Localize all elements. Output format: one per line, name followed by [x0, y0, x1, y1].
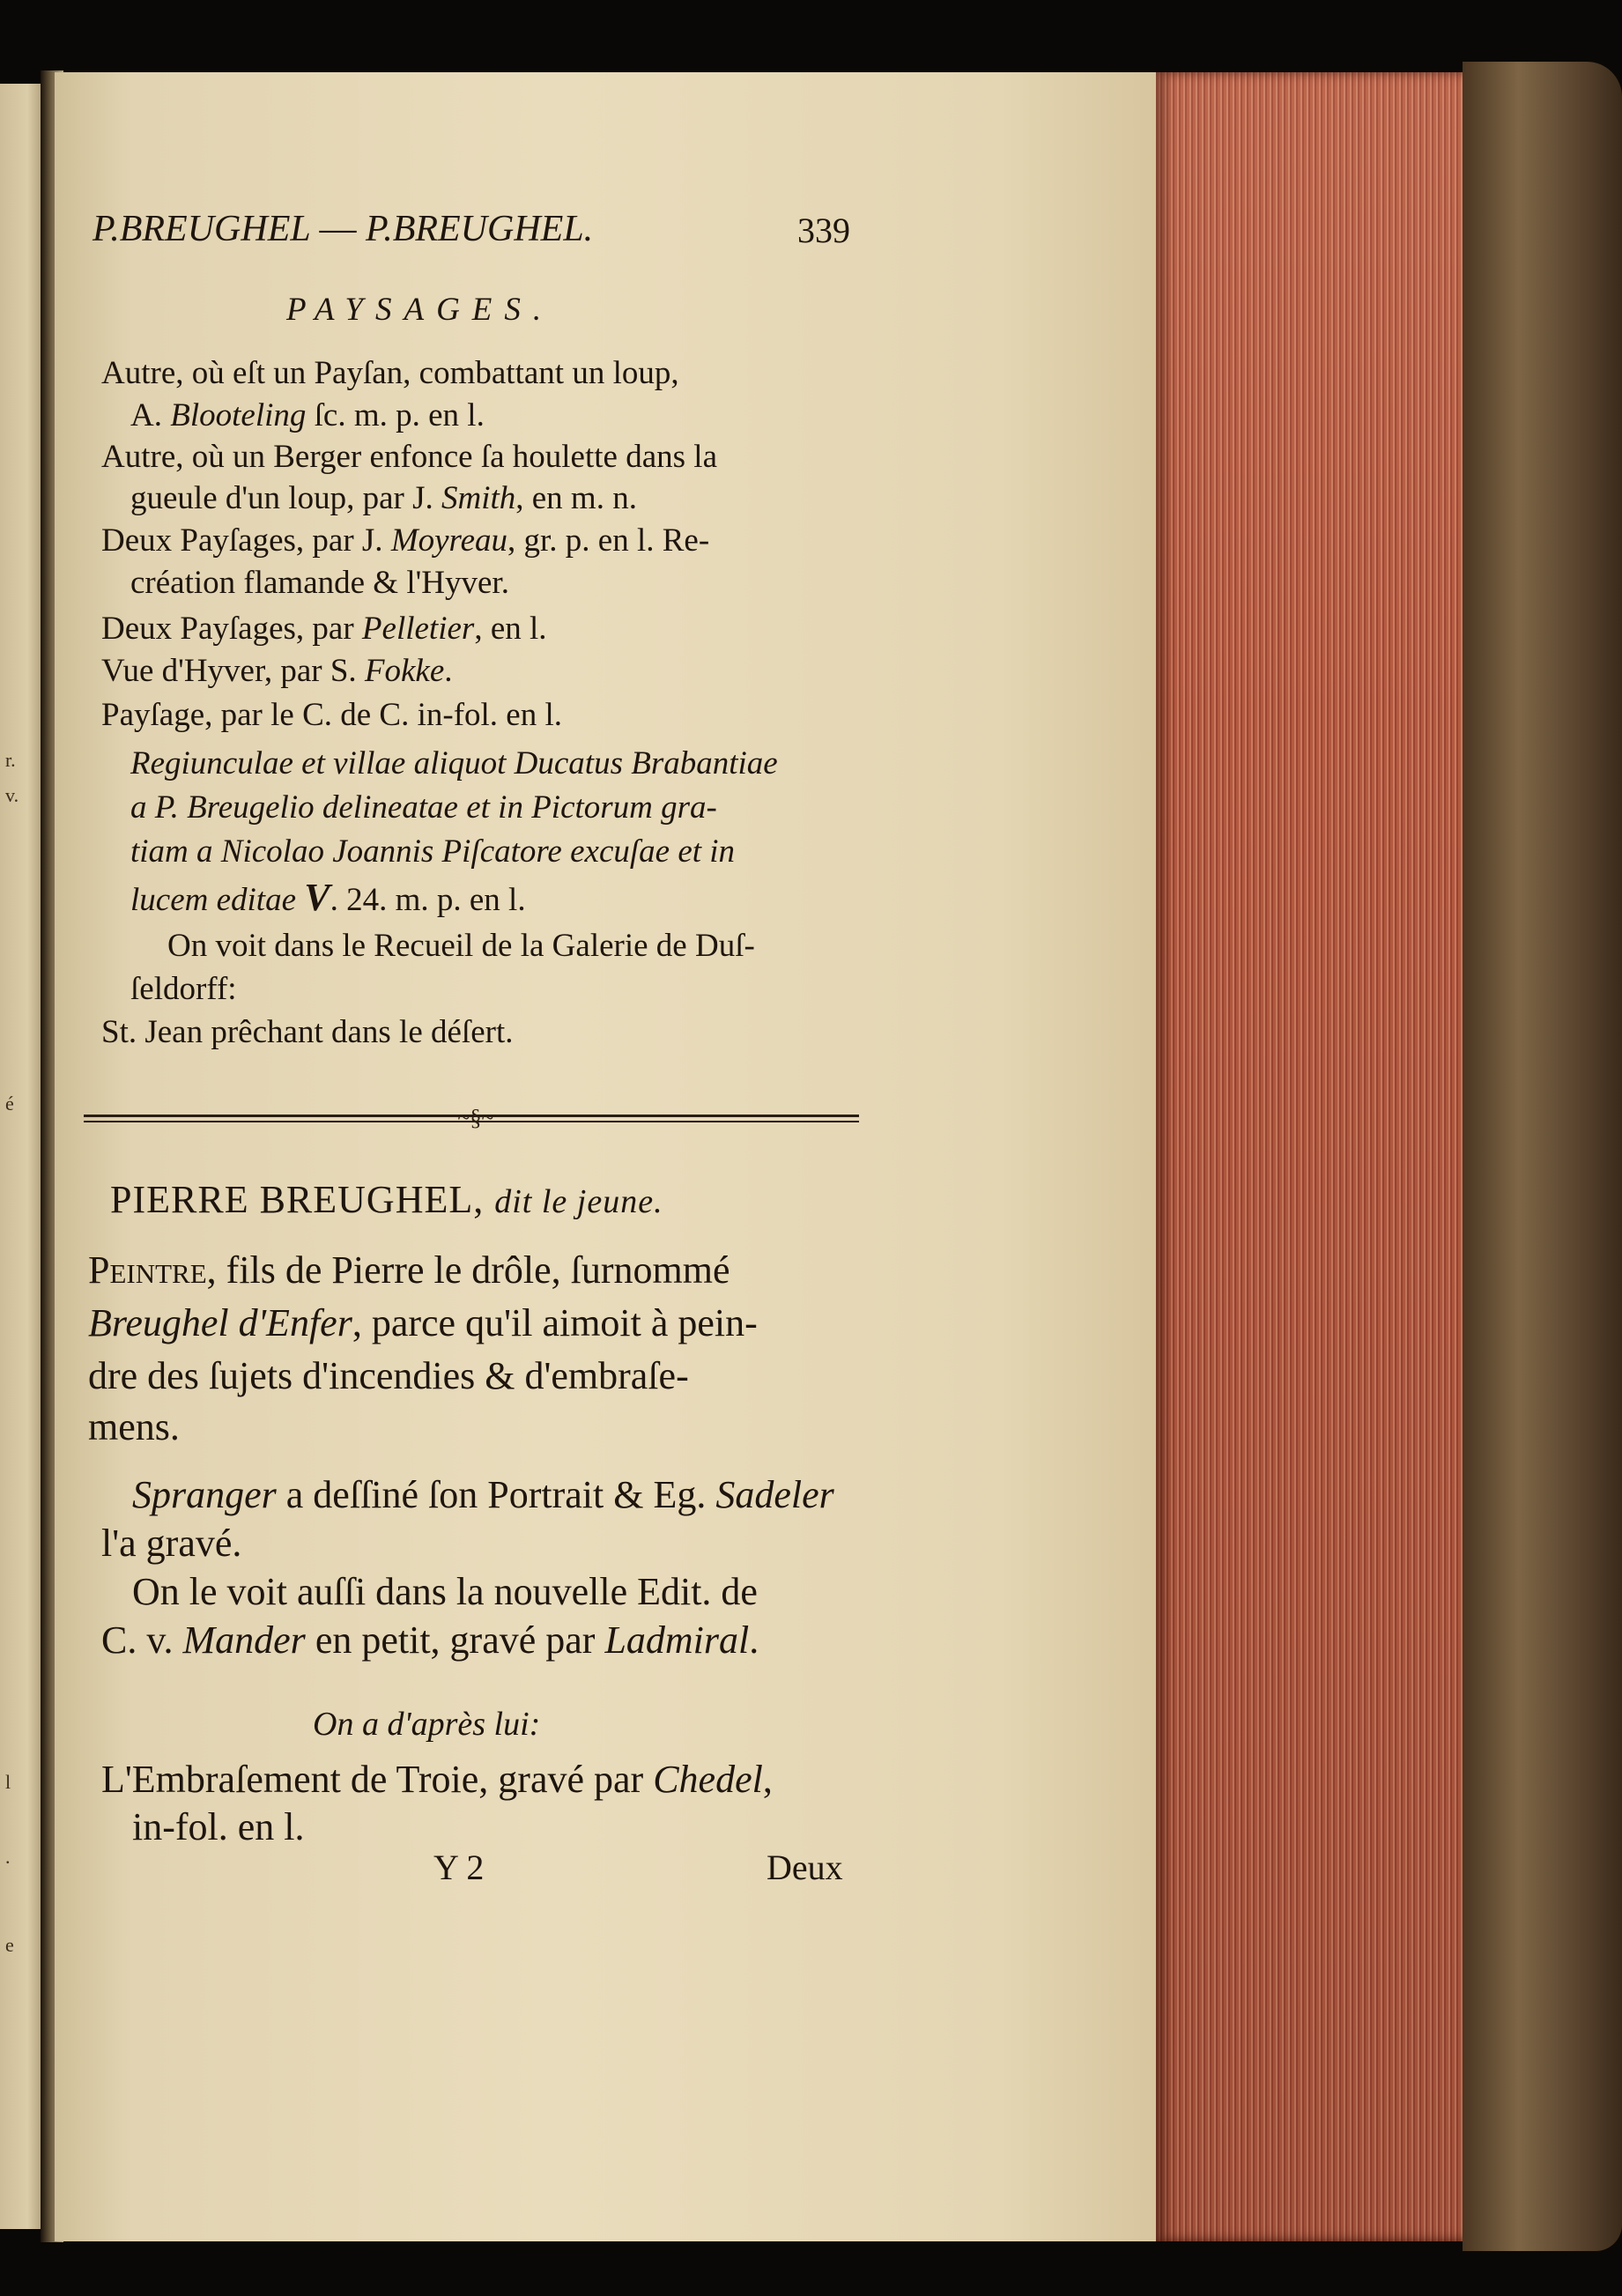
- running-header: [93, 210, 593, 248]
- header-left-title: P.BREUGHEL: [93, 209, 310, 249]
- catchword: Deux: [767, 1848, 843, 1887]
- after-item-line: L'Embraſement de Troie, gravé par Chedel,: [101, 1758, 773, 1801]
- latin-line: lucem editae V. 24. m. p. en l.: [130, 876, 526, 919]
- latin-line: Regiunculae et villae aliquot Ducatus Brabantiae: [130, 745, 778, 781]
- entry-line: Autre, où eſt un Payſan, combattant un loup,: [101, 355, 679, 391]
- section-heading: PAYSAGES.: [286, 292, 554, 328]
- entry-line: A. Blooteling ſc. m. p. en l.: [130, 397, 485, 433]
- margin-mark: .: [5, 1846, 11, 1868]
- bio-line: mens.: [88, 1405, 180, 1448]
- after-item-line: in-fol. en l.: [132, 1805, 305, 1848]
- entry-line: Payſage, par le C. de C. in-fol. en l.: [101, 697, 563, 733]
- engraver-name: Pelletier: [361, 611, 475, 647]
- portrait-line: Spranger a deſſiné ſon Portrait & Eg. Sadeler: [132, 1473, 834, 1516]
- engraver-name: Fokke: [364, 653, 445, 689]
- edition-line: C. v. Mander en petit, gravé par Ladmiral.: [101, 1618, 759, 1662]
- header-right-title: P.BREUGHEL.: [365, 209, 594, 249]
- latin-line: a P. Breugelio delineatae et in Pictorum gra-: [130, 789, 717, 826]
- entry-line: Deux Payſages, par J. Moyreau, gr. p. en l. Re-: [101, 522, 710, 559]
- signature-mark: Y 2: [433, 1848, 485, 1887]
- drop-word: Peintre: [88, 1248, 207, 1292]
- portrait-line: l'a gravé.: [101, 1522, 242, 1565]
- entry-line: création flamande & l'Hyver.: [130, 565, 509, 601]
- artist-name: PIERRE BREUGHEL,: [110, 1178, 485, 1221]
- page-number: 339: [797, 211, 850, 250]
- margin-mark: é: [5, 1092, 14, 1115]
- margin-mark: e: [5, 1934, 14, 1956]
- entry-line: Deux Payſages, par Pelletier, en l.: [101, 611, 547, 647]
- bio-line: Peintre, fils de Pierre le drôle, ſurnommé: [88, 1248, 730, 1292]
- artist-epithet: dit le jeune.: [494, 1183, 663, 1220]
- header-dash: —: [319, 209, 357, 249]
- entry-line: gueule d'un loup, par J. Smith, en m. n.: [130, 480, 637, 516]
- edition-line: On le voit auſſi dans la nouvelle Edit. de: [132, 1570, 758, 1613]
- latin-line: tiam a Nicolao Joannis Piſcatore excuſae et in: [130, 833, 736, 870]
- bio-line: dre des ſujets d'incendies & d'embraſe-: [88, 1354, 689, 1397]
- engraver-name: Blooteling: [170, 397, 307, 433]
- ornamental-rule: [84, 1105, 859, 1130]
- bio-line: Breughel d'Enfer, parce qu'il aimoit à pein-: [88, 1301, 758, 1344]
- note-line: On voit dans le Recueil de la Galerie de Duſ-: [167, 928, 755, 964]
- ornament-icon: ~§~: [457, 1105, 494, 1130]
- entry-line: Autre, où un Berger enfonce ſa houlette dans la: [101, 439, 717, 475]
- engraver-name: Moyreau: [390, 522, 508, 559]
- artist-heading: [110, 1178, 663, 1221]
- monogram-icon: V: [304, 876, 330, 919]
- note-item: St. Jean prêchant dans le déſert.: [101, 1014, 514, 1050]
- margin-mark: l: [5, 1771, 11, 1793]
- engraver-name: Smith: [441, 480, 516, 516]
- margin-mark: r.: [5, 749, 16, 771]
- margin-mark: v.: [5, 784, 19, 806]
- note-line: ſeldorff:: [130, 971, 237, 1007]
- entry-line: Vue d'Hyver, par S. Fokke.: [101, 653, 453, 689]
- after-heading: On a d'après lui:: [313, 1706, 541, 1743]
